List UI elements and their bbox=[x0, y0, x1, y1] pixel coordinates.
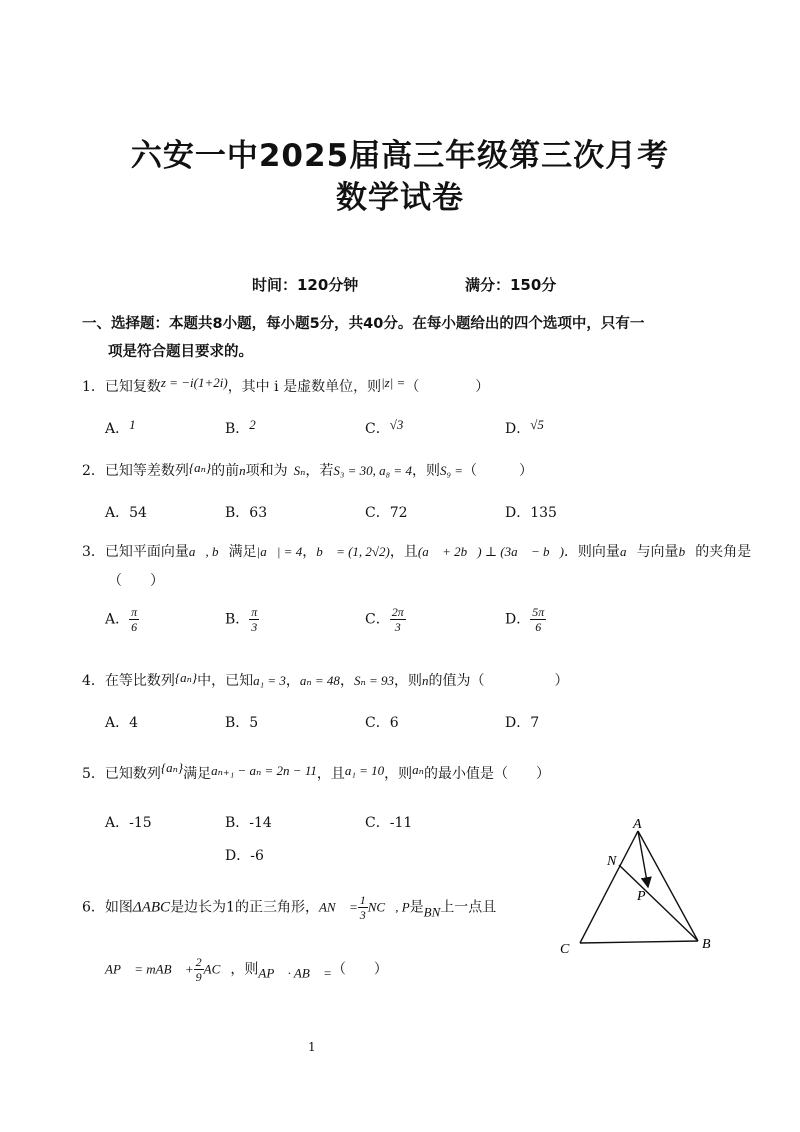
q3-option-b: B． $\frac{\pi}{3}$ bbox=[225, 605, 258, 634]
exam-title-line2: 数学试卷 bbox=[336, 180, 464, 216]
q1-option-d: D．√5 bbox=[505, 417, 544, 437]
section-heading-line1: 一、选择题：本题共8小题，每小题5分，共40分。在每小题给出的四个选项中，只有一 bbox=[82, 316, 645, 332]
exam-score: 满分：150分 bbox=[465, 276, 557, 294]
q5-option-a: A．-15 bbox=[105, 815, 152, 831]
q1-pre: 1．已知复数 bbox=[82, 379, 161, 395]
question-3: 3．已知平面向量a⃗, b⃗满足|a⃗| = 4，b⃗ = (1, 2√2)，且(a⃗ + 2b⃗) ⊥ (3a⃗ − b⃗)．则向量a⃗与向量b⃗的夹角是 bbox=[82, 544, 752, 560]
q4-option-c: C．6 bbox=[365, 715, 399, 731]
exam-title-line1: 六安一中2025届高三年级第三次月考 bbox=[130, 138, 670, 174]
question-4: 4．在等比数列{aₙ}中，已知a₁ = 3，aₙ = 48，Sₙ = 93，则n的值为（ ） bbox=[82, 670, 569, 689]
question-6-cont: AP⃗ = mAB⃗ + $\frac{2}{9}$ AC⃗，则AP⃗ · AB⃗ =（ ） bbox=[105, 955, 388, 984]
q1-expr: z = −i(1+2i) bbox=[160, 375, 228, 390]
side-cb bbox=[580, 941, 698, 943]
q1-option-c: C．√3 bbox=[365, 417, 404, 437]
q1-mid: ，其中 i 是虚数单位，则 bbox=[227, 379, 382, 395]
q5-option-b: B．-14 bbox=[225, 815, 272, 831]
side-ac bbox=[580, 831, 638, 943]
side-ab bbox=[638, 831, 698, 941]
question-6: 6．如图ΔABC是边长为1的正三角形，AN⃗ = $\frac{1}{3}$ NC⃗, P是BN上一点且 bbox=[82, 893, 497, 922]
q1-option-b: B．2 bbox=[225, 417, 256, 437]
q3-option-c: C． $\frac{2\pi}{3}$ bbox=[365, 605, 404, 634]
q2-option-a: A．54 bbox=[105, 505, 147, 521]
question-1 bbox=[82, 375, 489, 396]
exam-time: 时间：120分钟 bbox=[252, 276, 359, 294]
label-c: C bbox=[560, 942, 570, 957]
triangle-figure bbox=[555, 815, 725, 965]
q2-option-d: D．135 bbox=[505, 505, 557, 521]
q4-option-d: D．7 bbox=[505, 715, 540, 731]
q4-option-b: B．5 bbox=[225, 715, 259, 731]
label-p: P bbox=[637, 889, 646, 904]
q2-option-c: C．72 bbox=[365, 505, 408, 521]
segment-nb bbox=[619, 865, 698, 941]
q2-option-b: B．63 bbox=[225, 505, 268, 521]
q3-option-d: D． $\frac{5\pi}{6}$ bbox=[505, 605, 545, 634]
q3-option-a: A． $\frac{\pi}{6}$ bbox=[105, 605, 138, 634]
q1-post: （ ） bbox=[405, 379, 490, 395]
q5-option-c: C．-11 bbox=[365, 815, 413, 831]
question-5: 5．已知数列{aₙ}满足aₙ₊₁ − aₙ = 2n − 11，且a₁ = 10，则aₙ的最小值是（ ） bbox=[82, 760, 550, 782]
q5-option-d: D．-6 bbox=[225, 848, 264, 864]
label-n: N bbox=[607, 854, 617, 869]
section-heading-line2: 项是符合题目要求的。 bbox=[108, 344, 253, 360]
question-2: 2．已知等差数列{aₙ}的前n项和为 Sₙ，若S₃ = 30, a₈ = 4，则S₉ =（ ） bbox=[82, 460, 534, 479]
page-number: 1 bbox=[308, 1040, 316, 1054]
label-b: B bbox=[702, 937, 711, 952]
q4-option-a: A．4 bbox=[105, 715, 139, 731]
q1-option-a: A．1 bbox=[105, 417, 136, 437]
q1-expr2: |z| = bbox=[381, 375, 406, 390]
question-3-cont: （ ） bbox=[108, 573, 164, 589]
label-a: A bbox=[633, 817, 642, 832]
